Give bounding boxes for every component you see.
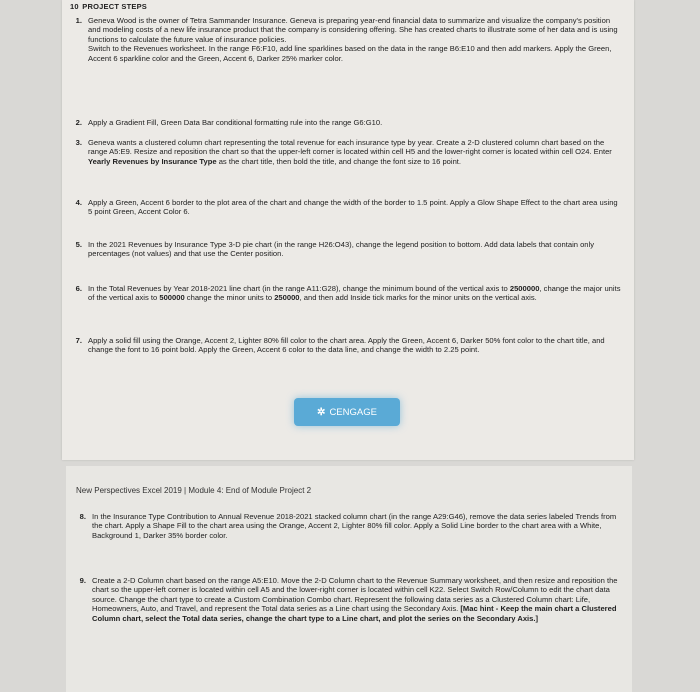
step-text-part: , change the major units of the vertical axis to bbox=[88, 284, 621, 303]
min-bound-value: 2500000 bbox=[509, 284, 540, 293]
cengage-logo bbox=[294, 398, 400, 426]
step-number: 9. bbox=[79, 576, 86, 585]
step-text: Geneva Wood is the owner of Tetra Sammander Insurance. Geneva is preparing year-end financial data to summarize and visualize the company's position and modeling costs of a new life insurance product that the company is considering offering. She has created charts to illustrate some of her data and is using functions to calculate the future value of insurance policies. bbox=[88, 16, 618, 44]
step-number: 3. bbox=[75, 138, 82, 147]
step-text: Apply a Gradient Fill, Green Data Bar conditional formatting rule into the range G6:G10. bbox=[88, 118, 383, 127]
section-header bbox=[70, 2, 147, 11]
step-text-part: , and then add Inside tick marks for the minor units on the vertical axis. bbox=[299, 293, 537, 303]
project-steps-page-2 bbox=[66, 466, 632, 692]
cengage-logo-label: CENGAGE bbox=[329, 406, 377, 418]
steps-icon: 10 bbox=[70, 2, 79, 11]
step-text: Apply a solid fill using the Orange, Accent 2, Lighter 80% fill color to the chart area. Apply the Green, Accent 6, Darker 50% font color to the chart title, and change the font to 16 point bold. Apply the Green, Accent 6 color to the data line, and change the width to 2.25 point. bbox=[88, 336, 605, 355]
page-footer: New Perspectives Excel 2019 | Module 4: End of Module Project 2 bbox=[76, 486, 312, 495]
step-text-part: In the Total Revenues by Year 2018-2021 line chart (in the range A11:G28), change the minimum bound of the vertical axis to bbox=[88, 284, 510, 293]
step-text-part: Geneva wants a clustered column chart representing the total revenue for each insurance type by year. Create a 2-D clustered column chart based on the range A5:E9. Resize and reposition the chart so that the upper-left corner is located within cell H5 and the lower-right corner is located within cell O24. Enter bbox=[88, 138, 612, 157]
project-steps-page bbox=[62, 0, 634, 460]
mac-hint: [Mac hint - Keep the main chart a Clustered Column chart, select the Total data series, change the chart type to a Line chart, and plot the series on the Secondary Axis.] bbox=[92, 604, 617, 623]
step-text: In the Insurance Type Contribution to Annual Revenue 2018-2021 stacked column chart (in the range A29:G46), remove the data series labeled Trends from the chart. Apply a Shape Fill to the chart area using the Orange, Accent 2, Lighter 80% fill color. Apply a Solid Line border to the chart area with a White, Background 1, Darker 35% border color. bbox=[92, 512, 617, 540]
step-text bbox=[92, 576, 626, 623]
chart-title-value: Yearly Revenues by Insurance Type bbox=[88, 156, 217, 166]
section-title: PROJECT STEPS bbox=[82, 2, 147, 11]
step-text-part: Create a 2-D Column chart based on the range A5:E10. Move the 2-D Column chart to the Revenue Summary worksheet, and then resize and reposition the chart so the upper-left corner is located within cell A5 and the lower-right corner is located within cell K22. Select Switch Row/Column to edit the chart data source. Change the chart type to create a Custom Combination Combo chart. Represent the following data series as a Clustered Column chart: Life, Homeowners, Auto, and Travel, and represent the Total data series as a Line chart using the Secondary Axis. bbox=[92, 576, 618, 614]
step-number: 5. bbox=[75, 240, 82, 249]
step-number: 6. bbox=[75, 284, 82, 293]
step-text-part: change the minor units to bbox=[184, 293, 275, 303]
cengage-logo-icon: ✲ bbox=[317, 406, 326, 418]
step-text-part: as the chart title, then bold the title, and change the font size to 16 point. bbox=[216, 156, 462, 166]
step-number: 7. bbox=[75, 336, 82, 345]
step-text bbox=[88, 138, 622, 166]
step-text bbox=[88, 284, 622, 303]
step-number: 8. bbox=[79, 512, 86, 521]
major-units-value: 500000 bbox=[159, 293, 185, 303]
step-number: 2. bbox=[75, 118, 82, 127]
step-number: 1. bbox=[75, 16, 82, 25]
step-text: In the 2021 Revenues by Insurance Type 3-D pie chart (in the range H26:O43), change the legend position to bottom. Add data labels that contain only percentages (not values) and that use the Center position. bbox=[88, 240, 595, 259]
step-number: 4. bbox=[75, 198, 82, 207]
step-text: Apply a Green, Accent 6 border to the plot area of the chart and change the width of the border to 1.5 point. Apply a Glow Shape Effect to the chart area using 5 point Green, Accent Color 6. bbox=[88, 198, 618, 217]
step-text-2: Switch to the Revenues worksheet. In the range F6:F10, add line sparklines based on the data in the range B6:E10 and then add markers. Apply the Green, Accent 6 sparkline color and the Green, Accent 6, Darker 25% marker color. bbox=[88, 44, 612, 63]
minor-units-value: 250000 bbox=[274, 293, 300, 303]
